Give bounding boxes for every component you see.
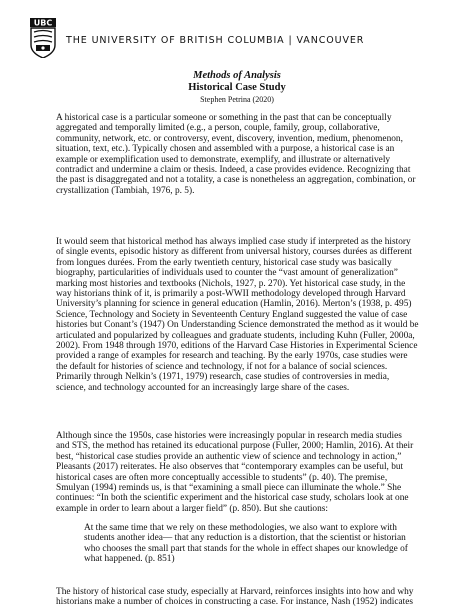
text-line: crystallization (Tambiah, 1976, p. 5).	[56, 185, 195, 196]
text-line: Smulyan (1994) reminds us, is that “examining a small piece can illuminate the whole.” She	[56, 483, 402, 494]
paragraph-3	[56, 431, 420, 514]
logo-text: UBC	[33, 18, 53, 28]
text-line: example or exemplification used to demonstrate, exemplify, and illustrate or alternatively	[56, 154, 391, 165]
text-line: The history of historical case study, especially at Harvard, reinforces insights into how and why	[56, 587, 414, 597]
text-line: of single events, episodic history as different from universal history, courses durées as different	[56, 247, 412, 258]
text-line: situation, text, etc.). Typically chosen and assembled with a purpose, a historical case is an	[56, 144, 395, 155]
text-line: provided a range of examples for research and teaching. By the early 1970s, case studies were	[56, 351, 408, 362]
text-line: historians make a number of choices in constructing a case. For instance, Nash (1952) indicates	[56, 597, 414, 608]
text-line: articulated and popularized by colleagues and graduate students, including Kuhn (Fuller, 2000a,	[56, 330, 415, 341]
text-line: science, and technology accounted for an increasingly large share of the cases.	[56, 382, 350, 393]
text-line: continues: “In both the scientific experiment and the historical case study, scholars look at one	[56, 493, 409, 504]
text-line: biography, particularities of individuals used to counter the “vast amount of generalization”	[56, 268, 398, 279]
text-line: Although since the 1950s, case histories were increasingly popular in research media studies	[56, 431, 402, 441]
paragraph-2	[56, 237, 420, 393]
ubc-crest-logo	[30, 18, 56, 58]
university-header	[30, 18, 450, 58]
text-line: histories but Conant’s (1947) On Understanding Science demonstrated the method as it would be	[56, 320, 419, 331]
text-line: At the same time that we rely on these methodologies, we also want to explore with	[84, 523, 397, 533]
text-line: University’s planning for science in general education (Hamlin, 2016). Merton’s (1938, p. 495)	[56, 299, 412, 310]
text-line: marking most histories and textbooks (Nichols, 1927, p. 270). Yet historical case study, in the	[56, 278, 406, 289]
text-line: community, network, etc. or controversy, event, discovery, invention, medium, phenomenon,	[56, 133, 403, 144]
text-line: students another idea— that any reduction is a distortion, that the scientist or historian	[84, 533, 406, 544]
text-line: the default for histories of science and technology, if not for a balance of social sciences.	[56, 361, 388, 372]
text-line: It would seem that historical method has always implied case study if interpreted as the history	[56, 237, 411, 247]
series-title: Methods of Analysis	[193, 70, 281, 81]
text-line: what happened. (p. 851)	[84, 554, 175, 565]
text-line: A historical case is a particular someone or something in the past that can be conceptually	[56, 113, 392, 123]
text-line: from longues durées. From the early twentieth century, historical case study was basically	[56, 257, 392, 268]
block-quote	[84, 523, 420, 565]
text-line: the past is disaggregated and not a totality, a case is nonetheless an aggregation, combination, or	[56, 175, 416, 186]
text-line: historical cases are often more conceptually accessible to students” (p. 40). The premise,	[56, 472, 388, 483]
text-line: Pleasants (2017) reiterates. He also observes that “contemporary examples can be useful, but	[56, 462, 404, 473]
text-line: and STS, the method has retained its educational purpose (Fuller, 2000; Hamlin, 2016). At their	[56, 441, 414, 452]
text-line: 2002). From 1948 through 1970, editions of the Harvard Case Histories in Experimental Science	[56, 341, 418, 352]
text-line: Science, Technology and Society in Seventeenth Century England suggested the value of case	[56, 309, 408, 320]
document-title: Historical Case Study	[188, 82, 286, 93]
text-line: way historians think of it, is primarily a post-WWII methodology developed through Harvard	[56, 289, 406, 300]
author-line: Stephen Petrina (2020)	[200, 95, 274, 104]
paragraph-1	[56, 113, 420, 196]
title-block	[0, 70, 474, 105]
text-line: contradict and undermine a claim or thesis. Indeed, a case provides evidence. Recognizing that	[56, 165, 411, 176]
text-line: example in order to learn about a larger field” (p. 850). But she cautions:	[56, 503, 329, 514]
university-name: THE UNIVERSITY OF BRITISH COLUMBIA | VANCOUVER	[66, 35, 365, 46]
text-line: Primarily through Nelkin’s (1971, 1979) research, case studies of controversies in media,	[56, 372, 390, 383]
text-line: aggregated and temporally limited (e.g., a person, couple, family, group, collaborative,	[56, 123, 380, 134]
text-line: best, “historical case studies provide an authentic view of science and technology in action,”	[56, 451, 402, 462]
paragraph-4	[56, 587, 420, 608]
text-line: who chooses the small part that stands for the whole in effect shapes our knowledge of	[84, 543, 408, 554]
